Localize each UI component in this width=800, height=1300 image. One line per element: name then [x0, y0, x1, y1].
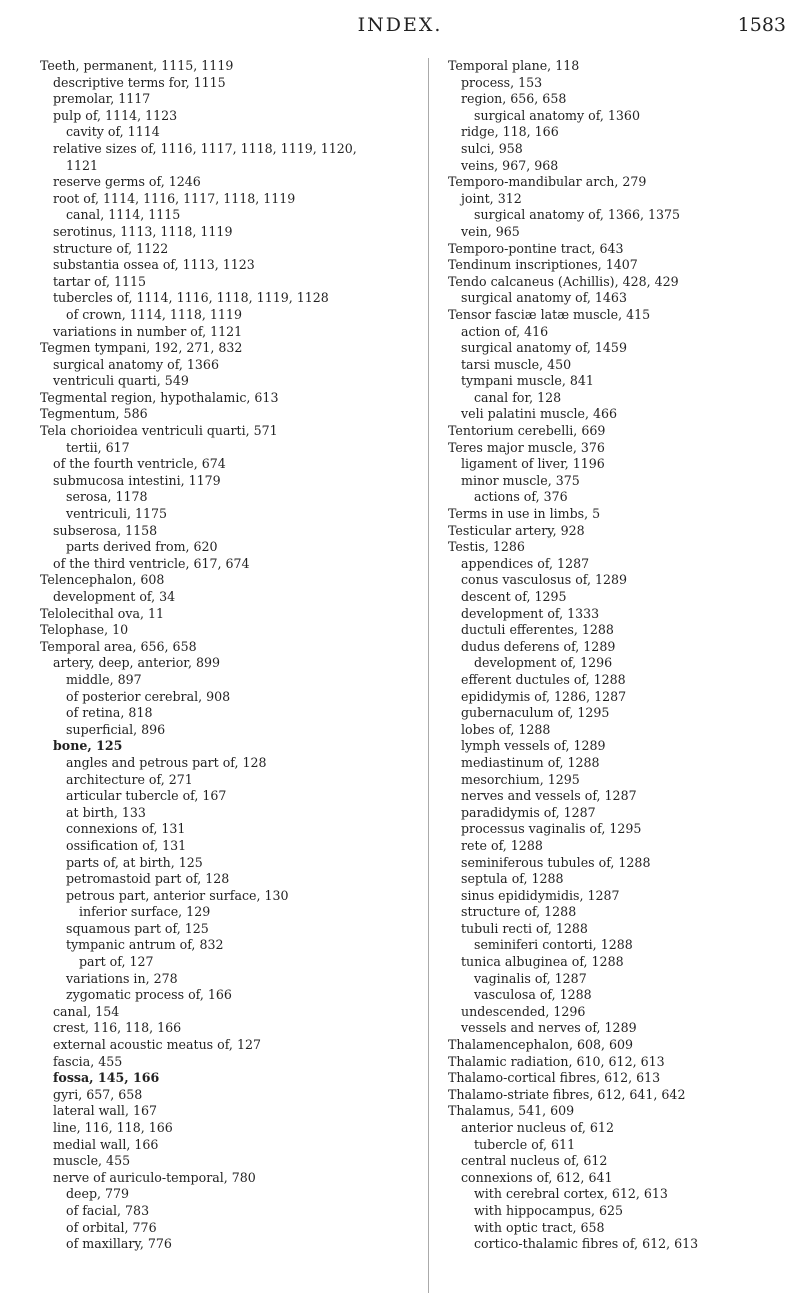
- index-entry: vasculosa of, 1288: [474, 987, 592, 1003]
- index-entry: lobes of, 1288: [461, 721, 551, 737]
- index-entry: nerves and vessels of, 1287: [461, 788, 637, 804]
- index-entry: surgical anatomy of, 1366: [53, 356, 219, 372]
- index-entry: pulp of, 1114, 1123: [53, 107, 178, 123]
- index-entry: efferent ductules of, 1288: [461, 671, 626, 687]
- index-entry: tubercles of, 1114, 1116, 1118, 1119, 1128: [53, 290, 329, 306]
- index-entry: Telophase, 10: [40, 622, 129, 638]
- index-entry: Tendinum inscriptiones, 1407: [448, 257, 638, 273]
- index-entry: architecture of, 271: [66, 771, 193, 787]
- index-entry: tertii, 617: [66, 439, 130, 455]
- index-column-right: [448, 58, 793, 1253]
- index-entry: paradidymis of, 1287: [461, 804, 596, 820]
- index-entry: serosa, 1178: [66, 489, 148, 505]
- index-entry: Thalamo-cortical fibres, 612, 613: [448, 1070, 661, 1086]
- index-entry: descent of, 1295: [461, 589, 567, 604]
- index-entry: canal, 1114, 1115: [66, 207, 181, 223]
- index-entry: Tentorium cerebelli, 669: [448, 423, 606, 439]
- index-entry: structure of, 1288: [461, 904, 577, 920]
- index-entry: of retina, 818: [66, 705, 153, 721]
- index-entry: vein, 965: [461, 223, 520, 239]
- index-entry: Temporo-mandibular arch, 279: [448, 174, 647, 190]
- index-entry: serotinus, 1113, 1118, 1119: [53, 223, 233, 239]
- index-entry: external acoustic meatus of, 127: [53, 1037, 261, 1053]
- index-entry: fascia, 455: [53, 1053, 123, 1069]
- index-entry: minor muscle, 375: [461, 472, 580, 488]
- index-entry: subserosa, 1158: [53, 522, 158, 538]
- index-entry: medial wall, 166: [53, 1136, 159, 1152]
- index-entry: substantia ossea of, 1113, 1123: [53, 257, 255, 273]
- index-entry: Temporo-pontine tract, 643: [448, 240, 624, 256]
- index-entry: part of, 127: [79, 954, 154, 970]
- index-entry: mesorchium, 1295: [461, 771, 580, 787]
- index-entry: tubercle of, 611: [474, 1136, 576, 1152]
- index-entry: tartar of, 1115: [53, 273, 147, 289]
- index-entry: connexions of, 131: [66, 821, 186, 837]
- index-entry: tunica albuginea of, 1288: [461, 954, 624, 970]
- index-entry: canal, 154: [53, 1003, 120, 1019]
- index-entry: petromastoid part of, 128: [66, 871, 230, 887]
- index-column-left: [40, 58, 416, 1253]
- index-entry: Teeth, permanent, 1115, 1119: [40, 58, 234, 73]
- index-entry: angles and petrous part of, 128: [66, 754, 267, 770]
- column-divider: [428, 58, 429, 1293]
- index-entry: superficial, 896: [66, 721, 166, 737]
- index-entry: muscle, 455: [53, 1153, 131, 1169]
- index-entry: ligament of liver, 1196: [461, 456, 605, 472]
- index-entry: of the fourth ventricle, 674: [53, 456, 226, 472]
- page-number: 1583: [737, 14, 786, 36]
- index-entry: with cerebral cortex, 612, 613: [474, 1186, 668, 1202]
- index-entry: parts derived from, 620: [66, 539, 218, 555]
- index-entry: rete of, 1288: [461, 837, 543, 853]
- index-entry: veins, 967, 968: [461, 157, 559, 173]
- index-entry: parts of, at birth, 125: [66, 854, 203, 870]
- index-entry: crest, 116, 118, 166: [53, 1020, 182, 1036]
- index-entry: Telencephalon, 608: [40, 572, 165, 588]
- index-entry: of orbital, 776: [66, 1219, 157, 1235]
- index-entry: premolar, 1117: [53, 91, 151, 107]
- index-entry: gyri, 657, 658: [53, 1086, 143, 1102]
- index-entry: Tela chorioidea ventriculi quarti, 571: [40, 423, 278, 439]
- index-entry: seminiferi contorti, 1288: [474, 937, 633, 953]
- index-entry: submucosa intestini, 1179: [53, 472, 221, 488]
- index-entry: Telolecithal ova, 11: [40, 605, 164, 621]
- index-entry: with optic tract, 658: [474, 1219, 605, 1235]
- index-entry: structure of, 1122: [53, 240, 169, 256]
- index-entry: surgical anatomy of, 1360: [474, 107, 640, 123]
- index-entry: petrous part, anterior surface, 130: [66, 887, 289, 903]
- index-entry: Tegmental region, hypothalamic, 613: [40, 389, 279, 405]
- page-header: [0, 14, 800, 40]
- index-entry: surgical anatomy of, 1459: [461, 340, 627, 356]
- index-entry: undescended, 1296: [461, 1003, 586, 1019]
- index-entry: processus vaginalis of, 1295: [461, 821, 642, 837]
- index-entry: reserve germs of, 1246: [53, 174, 201, 190]
- index-entry: surgical anatomy of, 1366, 1375: [474, 207, 681, 223]
- index-entry: appendices of, 1287: [461, 555, 590, 571]
- index-entry: ventriculi quarti, 549: [53, 373, 189, 389]
- index-entry: vaginalis of, 1287: [474, 970, 587, 986]
- index-entry: of maxillary, 776: [66, 1236, 172, 1252]
- index-entry: Tensor fasciæ latæ muscle, 415: [448, 306, 651, 322]
- index-entry: Thalamus, 541, 609: [448, 1103, 575, 1119]
- index-entry: process, 153: [461, 74, 543, 90]
- index-entry: articular tubercle of, 167: [66, 788, 227, 804]
- index-entry: descriptive terms for, 1115: [53, 74, 226, 90]
- index-entry: cavity of, 1114: [66, 124, 160, 140]
- index-entry: Thalamo-striate fibres, 612, 641, 642: [448, 1086, 686, 1102]
- index-entry: variations in number of, 1121: [53, 323, 243, 339]
- index-entry: Thalamencephalon, 608, 609: [448, 1037, 634, 1053]
- index-entry: with hippocampus, 625: [474, 1202, 624, 1218]
- index-entry: Testicular artery, 928: [448, 522, 585, 538]
- index-entry: cortico-thalamic fibres of, 612, 613: [474, 1236, 699, 1252]
- index-entry: squamous part of, 125: [66, 920, 209, 936]
- index-entry: fossa, 145, 166: [53, 1070, 160, 1086]
- index-entry: epididymis of, 1286, 1287: [461, 688, 627, 704]
- index-entry: tympanic antrum of, 832: [66, 937, 224, 953]
- index-entry: root of, 1114, 1116, 1117, 1118, 1119: [53, 190, 296, 206]
- index-entry: gubernaculum of, 1295: [461, 705, 610, 721]
- index-entry: connexions of, 612, 641: [461, 1169, 613, 1185]
- index-entry: dudus deferens of, 1289: [461, 638, 616, 654]
- index-entry: development of, 34: [53, 589, 176, 604]
- index-entry: lymph vessels of, 1289: [461, 738, 606, 754]
- index-entry: joint, 312: [461, 190, 522, 206]
- index-entry: Terms in use in limbs, 5: [448, 506, 601, 522]
- index-entry: central nucleus of, 612: [461, 1153, 608, 1169]
- index-entry: of the third ventricle, 617, 674: [53, 555, 250, 571]
- page-title: INDEX.: [357, 14, 443, 36]
- index-entry: sinus epididymidis, 1287: [461, 887, 620, 903]
- index-entry: lateral wall, 167: [53, 1103, 157, 1119]
- index-entry: variations in, 278: [66, 970, 178, 986]
- index-entry: Temporal plane, 118: [448, 58, 580, 73]
- index-entry: tympani muscle, 841: [461, 373, 594, 389]
- index-entry: tarsi muscle, 450: [461, 356, 572, 372]
- index-entry: development of, 1296: [474, 655, 613, 671]
- index-entry: sulci, 958: [461, 140, 523, 156]
- index-entry: of crown, 1114, 1118, 1119: [66, 306, 242, 322]
- index-entry: of facial, 783: [66, 1202, 150, 1218]
- index-entry: action of, 416: [461, 323, 549, 339]
- index-entry: deep, 779: [66, 1186, 130, 1202]
- index-entry: middle, 897: [66, 671, 142, 687]
- index-entry: Teres major muscle, 376: [448, 439, 605, 455]
- index-entry: surgical anatomy of, 1463: [461, 290, 627, 306]
- index-entry: septula of, 1288: [461, 871, 564, 887]
- index-entry: veli palatini muscle, 466: [461, 406, 618, 422]
- index-entry: 1121: [66, 157, 99, 173]
- index-entry: bone, 125: [53, 738, 123, 754]
- index-entry: Tendo calcaneus (Achillis), 428, 429: [448, 273, 679, 289]
- index-entry: ductuli efferentes, 1288: [461, 622, 614, 638]
- index-entry: development of, 1333: [461, 605, 600, 621]
- index-entry: region, 656, 658: [461, 91, 567, 107]
- index-entry: Testis, 1286: [448, 539, 525, 555]
- index-entry: of posterior cerebral, 908: [66, 688, 231, 704]
- index-entry: Temporal area, 656, 658: [40, 638, 197, 654]
- index-entry: ridge, 118, 166: [461, 124, 559, 140]
- index-entry: relative sizes of, 1116, 1117, 1118, 1119, 1120,: [53, 140, 357, 156]
- index-entry: artery, deep, anterior, 899: [53, 655, 220, 671]
- index-entry: anterior nucleus of, 612: [461, 1120, 614, 1135]
- index-entry: nerve of auriculo-temporal, 780: [53, 1169, 256, 1185]
- index-entry: Tegmentum, 586: [40, 406, 148, 422]
- index-entry: inferior surface, 129: [79, 904, 211, 920]
- index-entry: zygomatic process of, 166: [66, 987, 232, 1003]
- index-entry: vessels and nerves of, 1289: [461, 1020, 637, 1036]
- index-entry: mediastinum of, 1288: [461, 754, 600, 770]
- index-entry: conus vasculosus of, 1289: [461, 572, 628, 588]
- index-entry: canal for, 128: [474, 389, 562, 405]
- index-entry: at birth, 133: [66, 804, 146, 820]
- index-entry: ossification of, 131: [66, 837, 187, 853]
- index-entry: ventriculi, 1175: [66, 506, 168, 522]
- index-entry: tubuli recti of, 1288: [461, 920, 588, 936]
- index-entry: line, 116, 118, 166: [53, 1120, 173, 1135]
- index-entry: Tegmen tympani, 192, 271, 832: [40, 340, 243, 356]
- index-entry: actions of, 376: [474, 489, 568, 505]
- index-entry: Thalamic radiation, 610, 612, 613: [448, 1053, 665, 1069]
- index-entry: seminiferous tubules of, 1288: [461, 854, 651, 870]
